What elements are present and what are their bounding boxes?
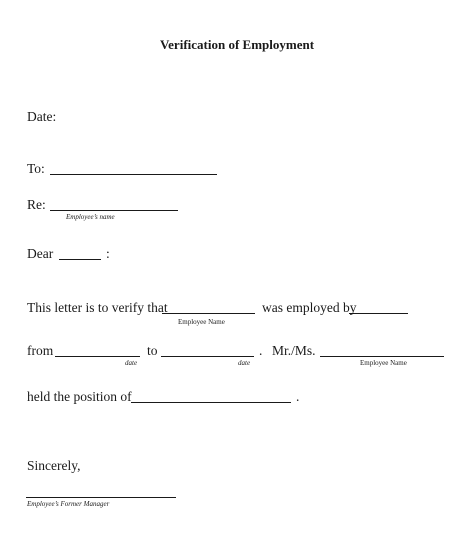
end-period: . [296, 389, 300, 404]
period-after-date: . [259, 343, 263, 358]
dear-label: Dear [27, 246, 54, 261]
to-word: to [147, 343, 158, 358]
re-label: Re: [27, 197, 46, 212]
start-date-caption: date [125, 359, 138, 367]
verify-text: This letter is to verify that [27, 300, 168, 315]
to-label: To: [27, 161, 45, 176]
signature-blank-line [26, 497, 176, 498]
closing-text: Sincerely, [27, 458, 81, 473]
end-date-caption: date [238, 359, 251, 367]
employee-name-caption-2: Employee Name [178, 318, 225, 326]
employee-name-caption: Employee’s name [66, 213, 115, 221]
end-date-blank-line [161, 356, 254, 357]
date-label: Date: [27, 109, 57, 124]
employed-by-text: was employed by [262, 300, 357, 315]
held-position-text: held the position of [27, 389, 132, 404]
document-title: Verification of Employment [159, 37, 315, 52]
employee-blank-line [162, 313, 255, 314]
start-date-blank-line [55, 356, 140, 357]
employer-blank-line [349, 313, 408, 314]
salutation-blank-line [59, 259, 101, 260]
title-prefix: Mr./Ms. [272, 343, 316, 358]
position-blank-line [131, 402, 291, 403]
from-label: from [27, 343, 54, 358]
signature-caption: Employee’s Former Manager [27, 500, 110, 508]
employee-name-blank-line-2 [320, 356, 444, 357]
salutation-colon: : [106, 246, 110, 261]
employee-name-blank-line [50, 210, 178, 211]
employee-name-caption-3: Employee Name [360, 359, 407, 367]
to-blank-line [50, 174, 217, 175]
